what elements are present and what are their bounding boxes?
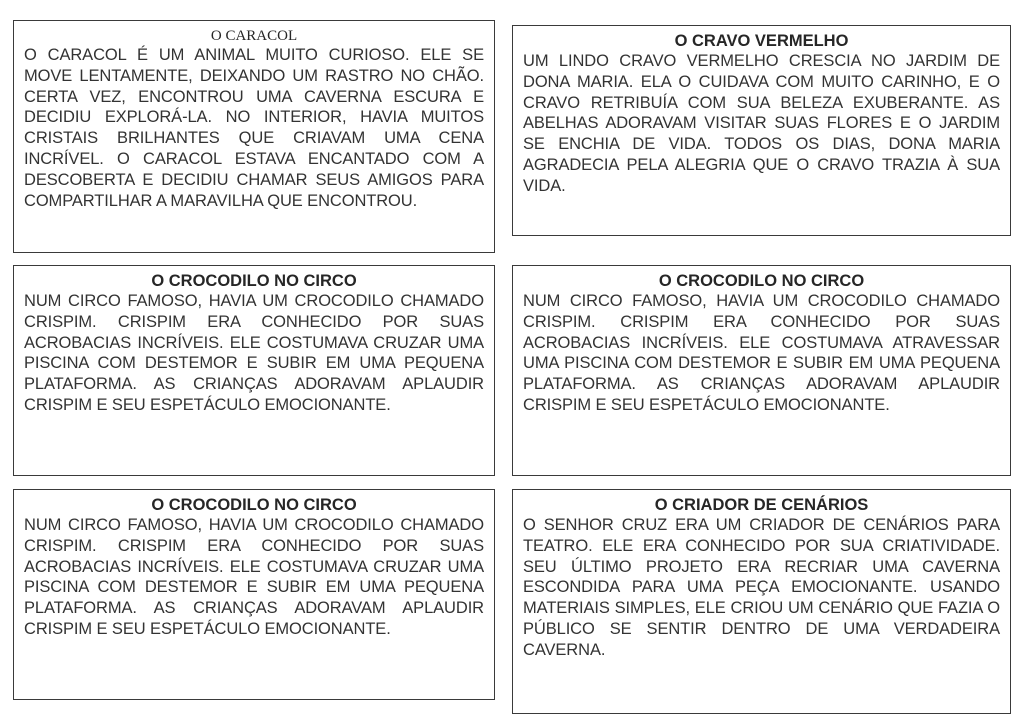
story-card-criador-de-cenarios <box>512 489 1011 714</box>
story-text: UM LINDO CRAVO VERMELHO CRESCIA NO JARDIM DE DONA MARIA. ELA O CUIDAVA COM MUITO CARINHO, E O CRAVO RETRIBUÍA COM SUA BELEZA EXUBERANTE. AS ABELHAS ADORAVAM VISITAR SUAS FLORES E O JARDIM SE ENCHIA DE VIDA. TODOS OS DIAS, DONA MARIA AGRADECIA PELA ALEGRIA QUE O CRAVO TRAZIA À SUA VIDA. <box>523 52 1000 195</box>
story-title: O CRIADOR DE CENÁRIOS <box>654 496 869 514</box>
story-title: O CROCODILO NO CIRCO <box>151 496 357 514</box>
story-text: NUM CIRCO FAMOSO, HAVIA UM CROCODILO CHAMADO CRISPIM. CRISPIM ERA CONHECIDO POR SUAS ACROBACIAS INCRÍVEIS. ELE COSTUMAVA CRUZAR UMA PISCINA COM DESTEMOR E SUBIR EM UMA PEQUENA PLATAFORMA. AS CRIANÇAS ADORAVAM APLAUDIR CRISPIM E SEU ESPETÁCULO EMOCIONANTE. <box>24 516 484 638</box>
story-text: O SENHOR CRUZ ERA UM CRIADOR DE CENÁRIOS PARA TEATRO. ELE ERA CONHECIDO POR SUA CRIATIVIDADE. SEU ÚLTIMO PROJETO ERA RECRIAR UMA CAVERNA ESCONDIDA PARA UMA PEÇA EMOCIONANTE. USANDO MATERIAIS SIMPLES, ELE CRIOU UM CENÁRIO QUE FAZIA O PÚBLICO SE SENTIR DENTRO DE UMA VERDADEIRA CAVERNA. <box>523 516 1000 659</box>
story-title: O CARACOL <box>210 28 298 44</box>
story-title: O CROCODILO NO CIRCO <box>151 272 357 290</box>
story-title: O CROCODILO NO CIRCO <box>658 272 865 290</box>
story-text: O CARACOL É UM ANIMAL MUITO CURIOSO. ELE SE MOVE LENTAMENTE, DEIXANDO UM RASTRO NO CHÃO. CERTA VEZ, ENCONTROU UMA CAVERNA ESCURA E DECIDIU EXPLORÁ-LA. NO INTERIOR, HAVIA MUITOS CRISTAIS BRILHANTES QUE CRIAVAM UMA CENA INCRÍVEL. O CARACOL ESTAVA ENCANTADO COM A DESCOBERTA E DECIDIU CHAMAR SEUS AMIGOS PARA COMPARTILHAR A MARAVILHA QUE ENCONTROU. <box>24 46 484 210</box>
story-card-crocodilo-1 <box>13 265 495 476</box>
story-card-cravo-vermelho <box>512 25 1011 236</box>
story-card-crocodilo-2 <box>512 265 1011 476</box>
story-text: NUM CIRCO FAMOSO, HAVIA UM CROCODILO CHAMADO CRISPIM. CRISPIM ERA CONHECIDO POR SUAS ACROBACIAS INCRÍVEIS. ELE COSTUMAVA CRUZAR UMA PISCINA COM DESTEMOR E SUBIR EM UMA PEQUENA PLATAFORMA. AS CRIANÇAS ADORAVAM APLAUDIR CRISPIM E SEU ESPETÁCULO EMOCIONANTE. <box>24 292 484 414</box>
story-card-crocodilo-3 <box>13 489 495 700</box>
story-text: NUM CIRCO FAMOSO, HAVIA UM CROCODILO CHAMADO CRISPIM. CRISPIM ERA CONHECIDO POR SUAS ACROBACIAS INCRÍVEIS. ELE COSTUMAVA ATRAVESSAR UMA PISCINA COM DESTEMOR E SUBIR EM UMA PEQUENA PLATAFORMA. AS CRIANÇAS ADORAVAM APLAUDIR CRISPIM E SEU ESPETÁCULO EMOCIONANTE. <box>523 292 1000 414</box>
story-title: O CRAVO VERMELHO <box>674 32 849 50</box>
story-card-caracol <box>13 20 495 253</box>
